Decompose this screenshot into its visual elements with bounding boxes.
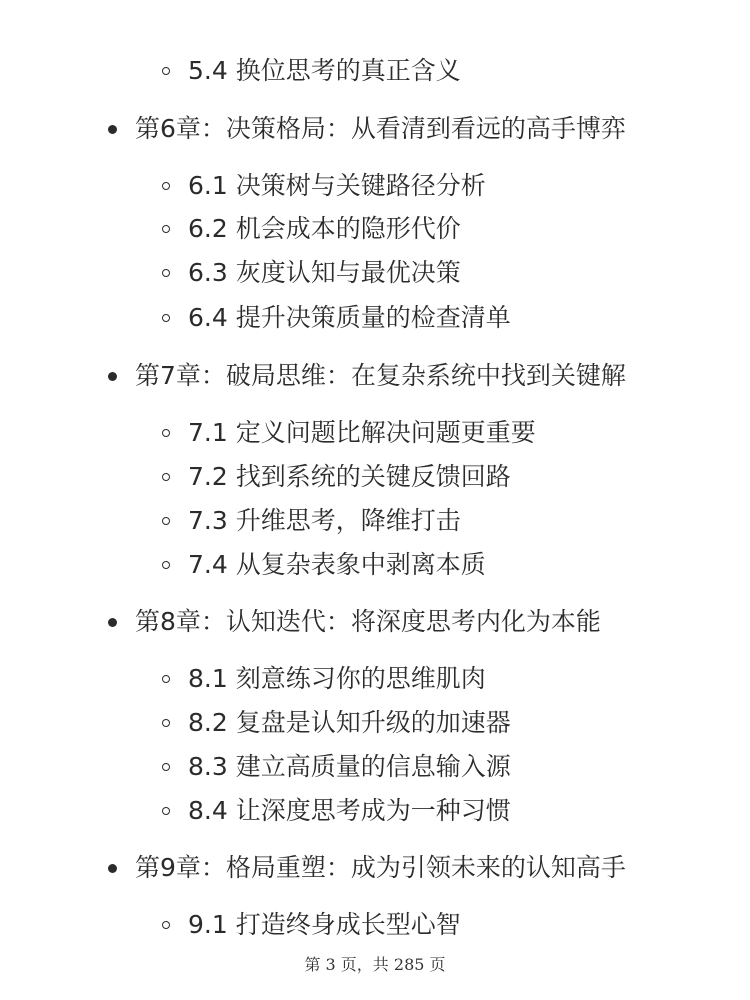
disc-bullet-icon bbox=[108, 372, 117, 381]
toc-chapter-text: 第9章：格局重塑：成为引领未来的认知高手 bbox=[135, 853, 626, 882]
circle-bullet-icon bbox=[162, 67, 170, 75]
disc-bullet-icon bbox=[108, 864, 117, 873]
disc-bullet-icon bbox=[108, 618, 117, 627]
disc-bullet-icon bbox=[108, 125, 117, 134]
toc-chapter-item bbox=[108, 113, 626, 145]
toc-section-item bbox=[162, 549, 486, 581]
toc-section-text: 5.4 换位思考的真正含义 bbox=[188, 56, 461, 85]
toc-section-item bbox=[162, 417, 536, 449]
circle-bullet-icon bbox=[162, 182, 170, 190]
toc-section-text: 8.3 建立高质量的信息输入源 bbox=[188, 752, 511, 781]
toc-chapter-item bbox=[108, 360, 626, 392]
toc-section-item bbox=[162, 461, 511, 493]
circle-bullet-icon bbox=[162, 719, 170, 727]
toc-section-text: 6.2 机会成本的隐形代价 bbox=[188, 214, 461, 243]
circle-bullet-icon bbox=[162, 473, 170, 481]
toc-section-text: 6.4 提升决策质量的检查清单 bbox=[188, 303, 511, 332]
toc-chapter-item bbox=[108, 852, 626, 884]
toc-section-item bbox=[162, 257, 461, 289]
toc-section-item bbox=[162, 663, 486, 695]
toc-section-item bbox=[162, 302, 511, 334]
toc-section-item bbox=[162, 707, 511, 739]
toc-chapter-text: 第8章：认知迭代：将深度思考内化为本能 bbox=[135, 607, 601, 636]
toc-section-text: 7.4 从复杂表象中剥离本质 bbox=[188, 550, 486, 579]
page-number-footer: 第 3 页，共 285 页 bbox=[304, 955, 446, 974]
toc-section-text: 7.1 定义问题比解决问题更重要 bbox=[188, 418, 536, 447]
toc-section-item bbox=[162, 505, 461, 537]
circle-bullet-icon bbox=[162, 921, 170, 929]
toc-chapter-text: 第6章：决策格局：从看清到看远的高手博弈 bbox=[135, 114, 626, 143]
circle-bullet-icon bbox=[162, 517, 170, 525]
toc-section-text: 9.1 打造终身成长型心智 bbox=[188, 910, 461, 939]
toc-section-item bbox=[162, 751, 511, 783]
circle-bullet-icon bbox=[162, 807, 170, 815]
circle-bullet-icon bbox=[162, 429, 170, 437]
toc-section-text: 7.2 找到系统的关键反馈回路 bbox=[188, 462, 511, 491]
toc-section-text: 7.3 升维思考，降维打击 bbox=[188, 506, 461, 535]
toc-chapter-text: 第7章：破局思维：在复杂系统中找到关键解 bbox=[135, 361, 626, 390]
toc-section-item bbox=[162, 795, 511, 827]
toc-section-item bbox=[162, 55, 461, 87]
circle-bullet-icon bbox=[162, 561, 170, 569]
circle-bullet-icon bbox=[162, 763, 170, 771]
circle-bullet-icon bbox=[162, 675, 170, 683]
toc-section-item bbox=[162, 213, 461, 245]
circle-bullet-icon bbox=[162, 225, 170, 233]
toc-section-text: 8.1 刻意练习你的思维肌肉 bbox=[188, 664, 486, 693]
toc-section-text: 6.1 决策树与关键路径分析 bbox=[188, 171, 486, 200]
toc-section-text: 8.4 让深度思考成为一种习惯 bbox=[188, 796, 511, 825]
toc-chapter-item bbox=[108, 606, 601, 638]
toc-section-text: 6.3 灰度认知与最优决策 bbox=[188, 258, 461, 287]
toc-section-text: 8.2 复盘是认知升级的加速器 bbox=[188, 708, 511, 737]
toc-section-item bbox=[162, 909, 461, 941]
circle-bullet-icon bbox=[162, 314, 170, 322]
toc-section-item bbox=[162, 170, 486, 202]
circle-bullet-icon bbox=[162, 269, 170, 277]
